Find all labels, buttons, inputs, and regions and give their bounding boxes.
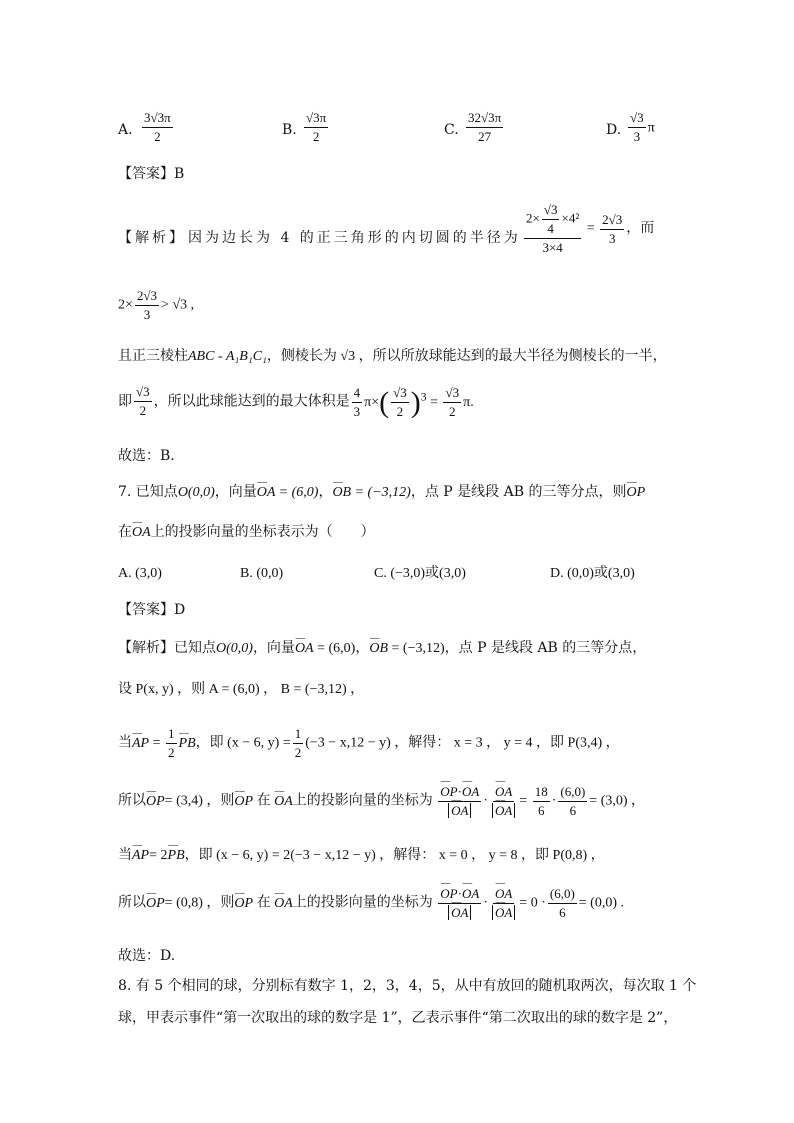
q7-option-d: D. (0,0)或(3,0) [550, 566, 635, 581]
q7-choose: 故选：D. [118, 948, 176, 964]
option-a-fraction: $\frac{3√3\pi}{2}$ [144, 110, 171, 144]
q6-answer: 【答案】B [118, 166, 185, 182]
q8-line2: 球，甲表示事件“第一次取出的球的数字是 1”，乙表示事件“第二次取出的球的数字是 2”， [118, 1010, 678, 1026]
q7-so1-line: 所以⌣⌣ OP= (3,4) ，则⌣⌣ OP 在 ⌣⌣ OA上的投影向量的坐标为 ⌣⌣ OP·⌣⌣ OA ⌣⌣ OA · ⌣⌣ OA ⌣⌣ OA = $\frac{18}{6}$ · $\frac{(6,0)}{6}$ = (3,0) ， [118, 784, 645, 834]
q7-stem-line1: 7. 已知点O(0,0)，向量⌣⌣ OA = (6,0)，⌣⌣ OB = (−3,12)，点 P 是线段 AB 的三等分点，则⌣⌣ OP [118, 482, 645, 503]
q7-analysis-line1: 【解析】已知点O(0,0)，向量⌣⌣ OA = (6,0)，⌣⌣ OB = (−3,12)，点 P 是线段 AB 的三等分点， [118, 638, 646, 659]
option-a-label: A. [118, 122, 133, 138]
q7-stem-line2: 在⌣⌣ OA上的投影向量的坐标表示为（ ） [118, 522, 375, 543]
q6-radius-fraction: 2× $\frac{√3}{4}$ ×4² 3×4 = $\frac{2√3}{3}$ ，而 [526, 202, 655, 255]
q7-answer: 【答案】D [118, 602, 186, 618]
option-d-fraction: $\frac{√3}{3}$ π [630, 110, 655, 144]
q7-case2-line: 当⌣⌣ AP= 2⌣⌣ PB，即 (x − 6, y) = 2(−3 − x,12 − y) ，解得： x = 0 ， y = 8 ，即 P(0,8) ， [118, 846, 605, 866]
q7-so2-line: 所以⌣⌣ OP= (0,8) ，则⌣⌣ OP 在 ⌣⌣ OA上的投影向量的坐标为 ⌣⌣ OP·⌣⌣ OA ⌣⌣ OA · ⌣⌣ OA ⌣⌣ OA = 0 · $\frac{(6,0)}{6}$ = (0,0) . [118, 886, 624, 936]
q6-analysis-label: 【解析】 [118, 230, 186, 246]
q7-option-b: B. (0,0) [240, 566, 284, 581]
q8-line1: 8. 有 5 个相同的球，分别标有数字 1，2，3，4，5，从中有放回的随机取两次，每次取 1 个 [118, 978, 697, 994]
q7-option-a: A. (3,0) [118, 566, 162, 581]
option-c-label: C. [444, 122, 459, 138]
option-d-label: D. [606, 122, 622, 138]
q6-volume-line: 即 $\frac{√3}{2}$ ，所以此球能达到的最大体积是 $\frac{4}{3}$ π×( $\frac{√3}{2}$ )$^3$ = $\frac{√3}{2}$ π. [118, 384, 474, 419]
q7-set-line: 设 P(x, y) ，则 A = (6,0) ， B = (−3,12) ， [118, 682, 365, 697]
option-b-label: B. [282, 122, 297, 138]
q6-analysis-text: 因为边长为 4 的正三角形的内切圆的半径为 [188, 230, 521, 246]
q6-options [118, 110, 678, 154]
q6-analysis [118, 202, 678, 264]
q7-case1-line: 当⌣⌣ AP = $\frac{1}{2}$ ⌣⌣ PB，即 (x − 6, y) = $\frac{1}{2}$ (−3 − x,12 − y) ，解得： x = 3 ， y = 4 ，即 P(3,4) ， [118, 726, 620, 766]
q6-inequality: 2× $\frac{2√3}{3}$ > √3 , [118, 288, 195, 322]
q7-option-c: C. (−3,0)或(3,0) [374, 566, 466, 581]
q6-prism-line: 且正三棱柱ABC - A₁B₁C₁，侧棱长为 √3 ，所以所放球能达到的最大半径为侧棱长的一半， [118, 348, 667, 364]
q6-choose: 故选：B. [118, 448, 175, 464]
option-c-fraction: $\frac{32√3\pi}{27}$ [468, 110, 502, 144]
option-b-fraction: $\frac{√3\pi}{2}$ [306, 110, 327, 144]
